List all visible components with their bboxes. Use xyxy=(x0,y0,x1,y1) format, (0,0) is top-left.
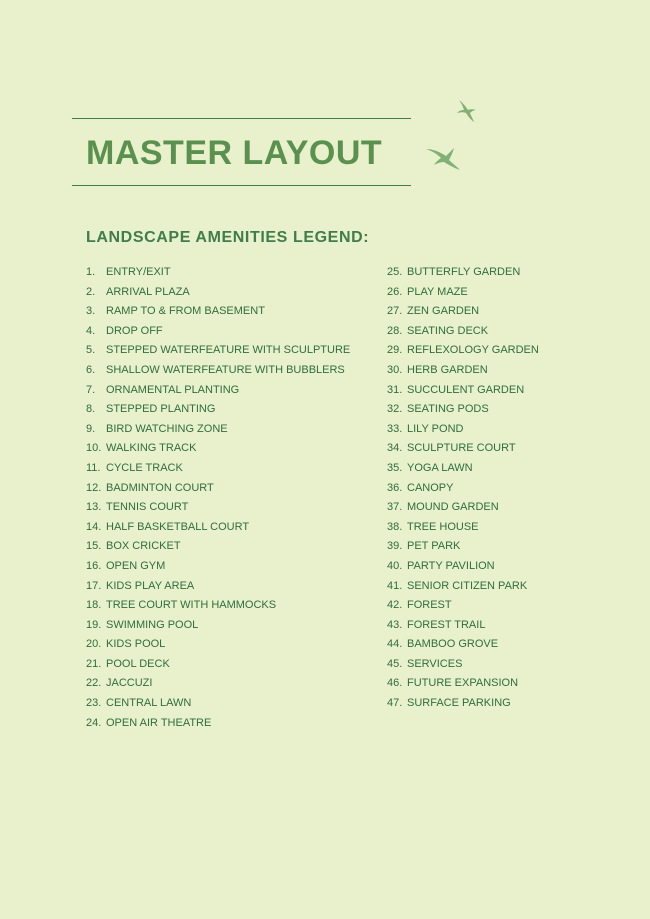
legend-item-number: 27. xyxy=(387,305,403,318)
legend-column-left xyxy=(86,265,350,735)
legend-item-number: 14. xyxy=(86,520,102,533)
legend-item-number: 30. xyxy=(387,363,403,376)
legend-item-label: CENTRAL LAWN xyxy=(106,697,192,710)
legend-item-label: PET PARK xyxy=(407,540,461,553)
legend-item-number: 20. xyxy=(86,638,102,651)
legend-item-number: 41. xyxy=(387,579,403,592)
legend-item-label: LILY POND xyxy=(407,422,464,435)
legend-item-label: TREE HOUSE xyxy=(407,520,479,533)
legend-item-label: ZEN GARDEN xyxy=(407,305,480,318)
legend-item-label: BAMBOO GROVE xyxy=(407,638,499,651)
legend-item xyxy=(86,363,350,383)
legend-item-number: 39. xyxy=(387,540,403,553)
legend-item-label: SHALLOW WATERFEATURE WITH BUBBLERS xyxy=(106,363,345,376)
legend-item-number: 47. xyxy=(387,697,403,710)
legend-item-number: 5. xyxy=(86,344,96,357)
legend-item-number: 33. xyxy=(387,422,403,435)
legend-item xyxy=(387,304,539,324)
legend-item-number: 40. xyxy=(387,559,403,572)
legend-item xyxy=(387,285,539,305)
legend-item xyxy=(86,618,350,638)
legend-item-number: 43. xyxy=(387,618,403,631)
legend-item-label: SERVICES xyxy=(407,657,463,670)
legend-item-number: 46. xyxy=(387,677,403,690)
legend-item xyxy=(387,520,539,540)
legend-item-label: WALKING TRACK xyxy=(106,442,197,455)
legend-item-number: 28. xyxy=(387,324,403,337)
legend-item xyxy=(86,657,350,677)
legend-item xyxy=(387,324,539,344)
legend-item xyxy=(86,676,350,696)
legend-item-number: 1. xyxy=(86,266,96,278)
legend-item-number: 13. xyxy=(86,501,102,514)
legend-item xyxy=(86,637,350,657)
legend-item-label: CYCLE TRACK xyxy=(106,461,183,474)
legend-item-number: 34. xyxy=(387,442,403,455)
legend-item xyxy=(86,402,350,422)
legend-item-number: 19. xyxy=(86,618,102,631)
legend-column-right xyxy=(387,265,539,716)
legend-item xyxy=(387,637,539,657)
legend-item-label: SCULPTURE COURT xyxy=(407,442,516,455)
legend-item xyxy=(86,441,350,461)
legend-item-number: 6. xyxy=(86,363,96,376)
legend-item-label: ENTRY/EXIT xyxy=(106,266,171,278)
legend-item xyxy=(86,304,350,324)
legend-title: LANDSCAPE AMENITIES LEGEND: xyxy=(86,229,370,246)
legend-item xyxy=(86,422,350,442)
legend-item xyxy=(86,383,350,403)
legend-item xyxy=(387,618,539,638)
legend-item-number: 2. xyxy=(86,285,96,298)
legend-item xyxy=(387,696,539,716)
legend-item xyxy=(387,265,539,285)
legend-item-label: BOX CRICKET xyxy=(106,540,181,553)
legend-item-label: PLAY MAZE xyxy=(407,285,468,298)
legend-item-label: FOREST xyxy=(407,599,452,612)
legend-item xyxy=(86,461,350,481)
legend-item-label: MOUND GARDEN xyxy=(407,501,499,514)
legend-item xyxy=(387,422,539,442)
legend-item xyxy=(387,579,539,599)
legend-item-label: HALF BASKETBALL COURT xyxy=(106,520,250,533)
legend-item-number: 45. xyxy=(387,657,403,670)
legend-item-label: TENNIS COURT xyxy=(106,501,189,514)
legend-item-number: 12. xyxy=(86,481,102,494)
legend-item-label: HERB GARDEN xyxy=(407,363,488,376)
legend-item-number: 37. xyxy=(387,501,403,514)
legend-item-number: 9. xyxy=(86,422,96,435)
legend-item-number: 16. xyxy=(86,559,102,572)
legend-item-number: 3. xyxy=(86,305,96,318)
legend-item-label: TREE COURT WITH HAMMOCKS xyxy=(106,599,277,612)
legend-item xyxy=(387,559,539,579)
legend-item-number: 4. xyxy=(86,324,96,337)
legend-item-number: 38. xyxy=(387,520,403,533)
legend-item-label: FOREST TRAIL xyxy=(407,618,486,631)
legend-item-number: 26. xyxy=(387,285,403,298)
legend-item-number: 15. xyxy=(86,540,102,553)
legend-item-number: 8. xyxy=(86,403,96,416)
legend-item-label: BADMINTON COURT xyxy=(106,481,214,494)
legend-item-label: SEATING DECK xyxy=(407,324,489,337)
legend-item-label: YOGA LAWN xyxy=(407,461,473,474)
legend-item-label: STEPPED PLANTING xyxy=(106,403,216,416)
legend-item-label: RAMP TO & FROM BASEMENT xyxy=(106,305,265,318)
legend-item-label: POOL DECK xyxy=(106,657,170,670)
legend-item-label: SUCCULENT GARDEN xyxy=(407,383,525,396)
legend-item xyxy=(86,343,350,363)
legend-item xyxy=(387,539,539,559)
legend-item-label: CANOPY xyxy=(407,481,454,494)
legend-item-number: 44. xyxy=(387,638,403,651)
legend-item-label: BIRD WATCHING ZONE xyxy=(106,422,228,435)
legend-item-label: STEPPED WATERFEATURE WITH SCULPTURE xyxy=(106,344,351,357)
legend-item xyxy=(86,520,350,540)
legend-item-label: ARRIVAL PLAZA xyxy=(106,285,190,298)
legend-item-label: BUTTERFLY GARDEN xyxy=(407,266,521,278)
legend-item-label: OPEN AIR THEATRE xyxy=(106,716,212,729)
legend-item-number: 21. xyxy=(86,657,102,670)
legend-item-label: FUTURE EXPANSION xyxy=(407,677,519,690)
legend-item-label: KIDS POOL xyxy=(106,638,166,651)
legend-item-number: 24. xyxy=(86,716,102,729)
legend-item xyxy=(387,676,539,696)
legend-item xyxy=(387,383,539,403)
legend-item xyxy=(387,402,539,422)
legend-item-number: 31. xyxy=(387,383,403,396)
legend-item-number: 10. xyxy=(86,442,102,455)
legend-item xyxy=(86,716,350,736)
legend-item-label: SWIMMING POOL xyxy=(106,618,199,631)
title-rule-bottom xyxy=(72,185,411,186)
legend-item-label: SURFACE PARKING xyxy=(407,697,511,710)
legend-item xyxy=(387,500,539,520)
legend-item xyxy=(86,500,350,520)
legend-item-number: 23. xyxy=(86,697,102,710)
legend-item xyxy=(86,481,350,501)
legend-item xyxy=(387,481,539,501)
legend-item xyxy=(86,598,350,618)
page-title: MASTER LAYOUT xyxy=(86,134,383,172)
title-rule-top xyxy=(72,118,411,119)
legend-item-label: SEATING PODS xyxy=(407,403,489,416)
legend-item-label: ORNAMENTAL PLANTING xyxy=(106,383,240,396)
legend-item-number: 17. xyxy=(86,579,102,592)
legend-item xyxy=(86,285,350,305)
legend-item xyxy=(387,363,539,383)
bird-icon xyxy=(424,143,464,173)
legend-item-number: 22. xyxy=(86,677,102,690)
legend-item xyxy=(387,598,539,618)
legend-item-label: KIDS PLAY AREA xyxy=(106,579,195,592)
legend-item-number: 36. xyxy=(387,481,403,494)
legend-item xyxy=(387,461,539,481)
legend-item-number: 18. xyxy=(86,599,102,612)
bird-icon xyxy=(453,98,479,124)
legend-item xyxy=(86,696,350,716)
legend-item-number: 7. xyxy=(86,383,96,396)
legend-item xyxy=(86,539,350,559)
legend-item-label: JACCUZI xyxy=(106,677,153,690)
legend-item xyxy=(387,657,539,677)
legend-item-number: 35. xyxy=(387,461,403,474)
legend-item xyxy=(387,441,539,461)
legend-item xyxy=(387,343,539,363)
legend-item-label: PARTY PAVILION xyxy=(407,559,495,572)
legend-item-label: OPEN GYM xyxy=(106,559,166,572)
legend-item-number: 25. xyxy=(387,266,403,278)
legend-item-number: 42. xyxy=(387,599,403,612)
legend-item-number: 11. xyxy=(86,461,101,474)
legend-item-number: 29. xyxy=(387,344,403,357)
legend-item xyxy=(86,579,350,599)
legend-item-label: DROP OFF xyxy=(106,324,163,337)
legend-item-label: SENIOR CITIZEN PARK xyxy=(407,579,528,592)
legend-item xyxy=(86,265,350,285)
legend-item xyxy=(86,559,350,579)
legend-item-number: 32. xyxy=(387,403,403,416)
legend-item xyxy=(86,324,350,344)
legend-item-label: REFLEXOLOGY GARDEN xyxy=(407,344,539,357)
